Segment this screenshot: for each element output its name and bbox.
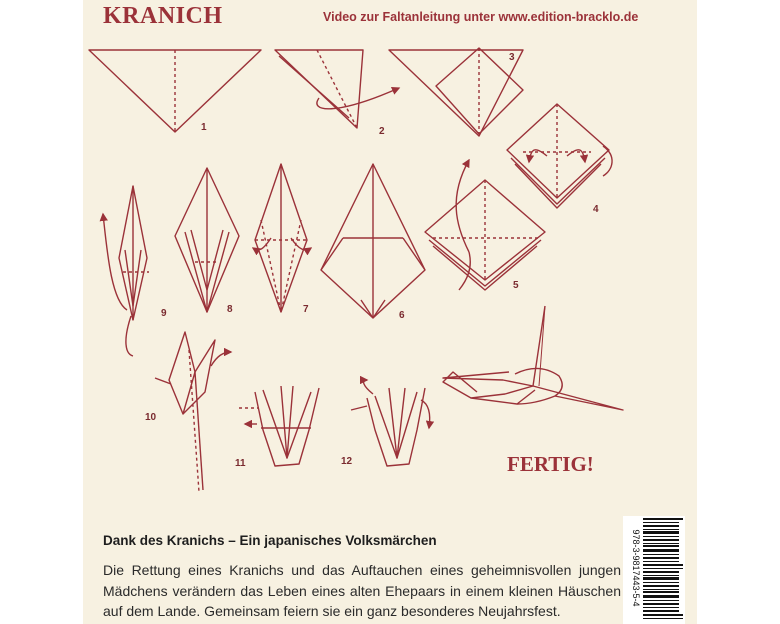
step-11-diagram — [239, 386, 319, 466]
isbn-number: 978-3-9817443-5-4 — [631, 529, 641, 607]
step-number-9: 9 — [161, 308, 167, 319]
step-5-diagram — [425, 160, 545, 290]
finished-crane-diagram — [443, 306, 623, 410]
step-number-2: 2 — [379, 126, 385, 137]
video-link-note[interactable]: Video zur Faltanleitung unter www.edition-bracklo.de — [323, 10, 639, 24]
step-number-1: 1 — [201, 122, 207, 133]
step-10-diagram — [155, 332, 231, 492]
story-title: Dank des Kranichs – Ein japanisches Volksmärchen — [103, 533, 437, 548]
step-number-5: 5 — [513, 280, 519, 291]
isbn-barcode — [623, 516, 685, 624]
step-6-diagram — [321, 164, 425, 318]
step-number-7: 7 — [303, 304, 309, 315]
step-number-3: 3 — [509, 52, 515, 63]
step-12-diagram — [351, 380, 430, 466]
step-3-diagram — [389, 48, 523, 136]
step-4-diagram — [507, 104, 612, 208]
step-2-diagram — [275, 50, 399, 128]
step-number-6: 6 — [399, 310, 405, 321]
instruction-card — [83, 0, 697, 624]
finish-label: FERTIG! — [507, 452, 594, 476]
step-7-diagram — [253, 164, 311, 312]
folding-diagrams — [83, 0, 697, 510]
barcode-bars — [643, 518, 683, 622]
step-8-diagram — [175, 168, 239, 312]
step-number-4: 4 — [593, 204, 599, 215]
page-title: KRANICH — [103, 3, 223, 29]
step-number-11: 11 — [235, 458, 246, 469]
step-number-12: 12 — [341, 456, 353, 467]
step-number-10: 10 — [145, 412, 157, 423]
step-1-diagram — [89, 50, 261, 132]
step-number-8: 8 — [227, 304, 233, 315]
step-9-diagram — [103, 186, 149, 356]
story-text: Die Rettung eines Kranichs und das Auftauchen eines geheimnisvollen jungen Mädchens verändern das Leben eines alten Ehepaars in einem kleinen Häuschen auf dem Lande. Gemeinsam feiern sie ein ganz besonderes Neujahrsfest. — [103, 562, 621, 619]
